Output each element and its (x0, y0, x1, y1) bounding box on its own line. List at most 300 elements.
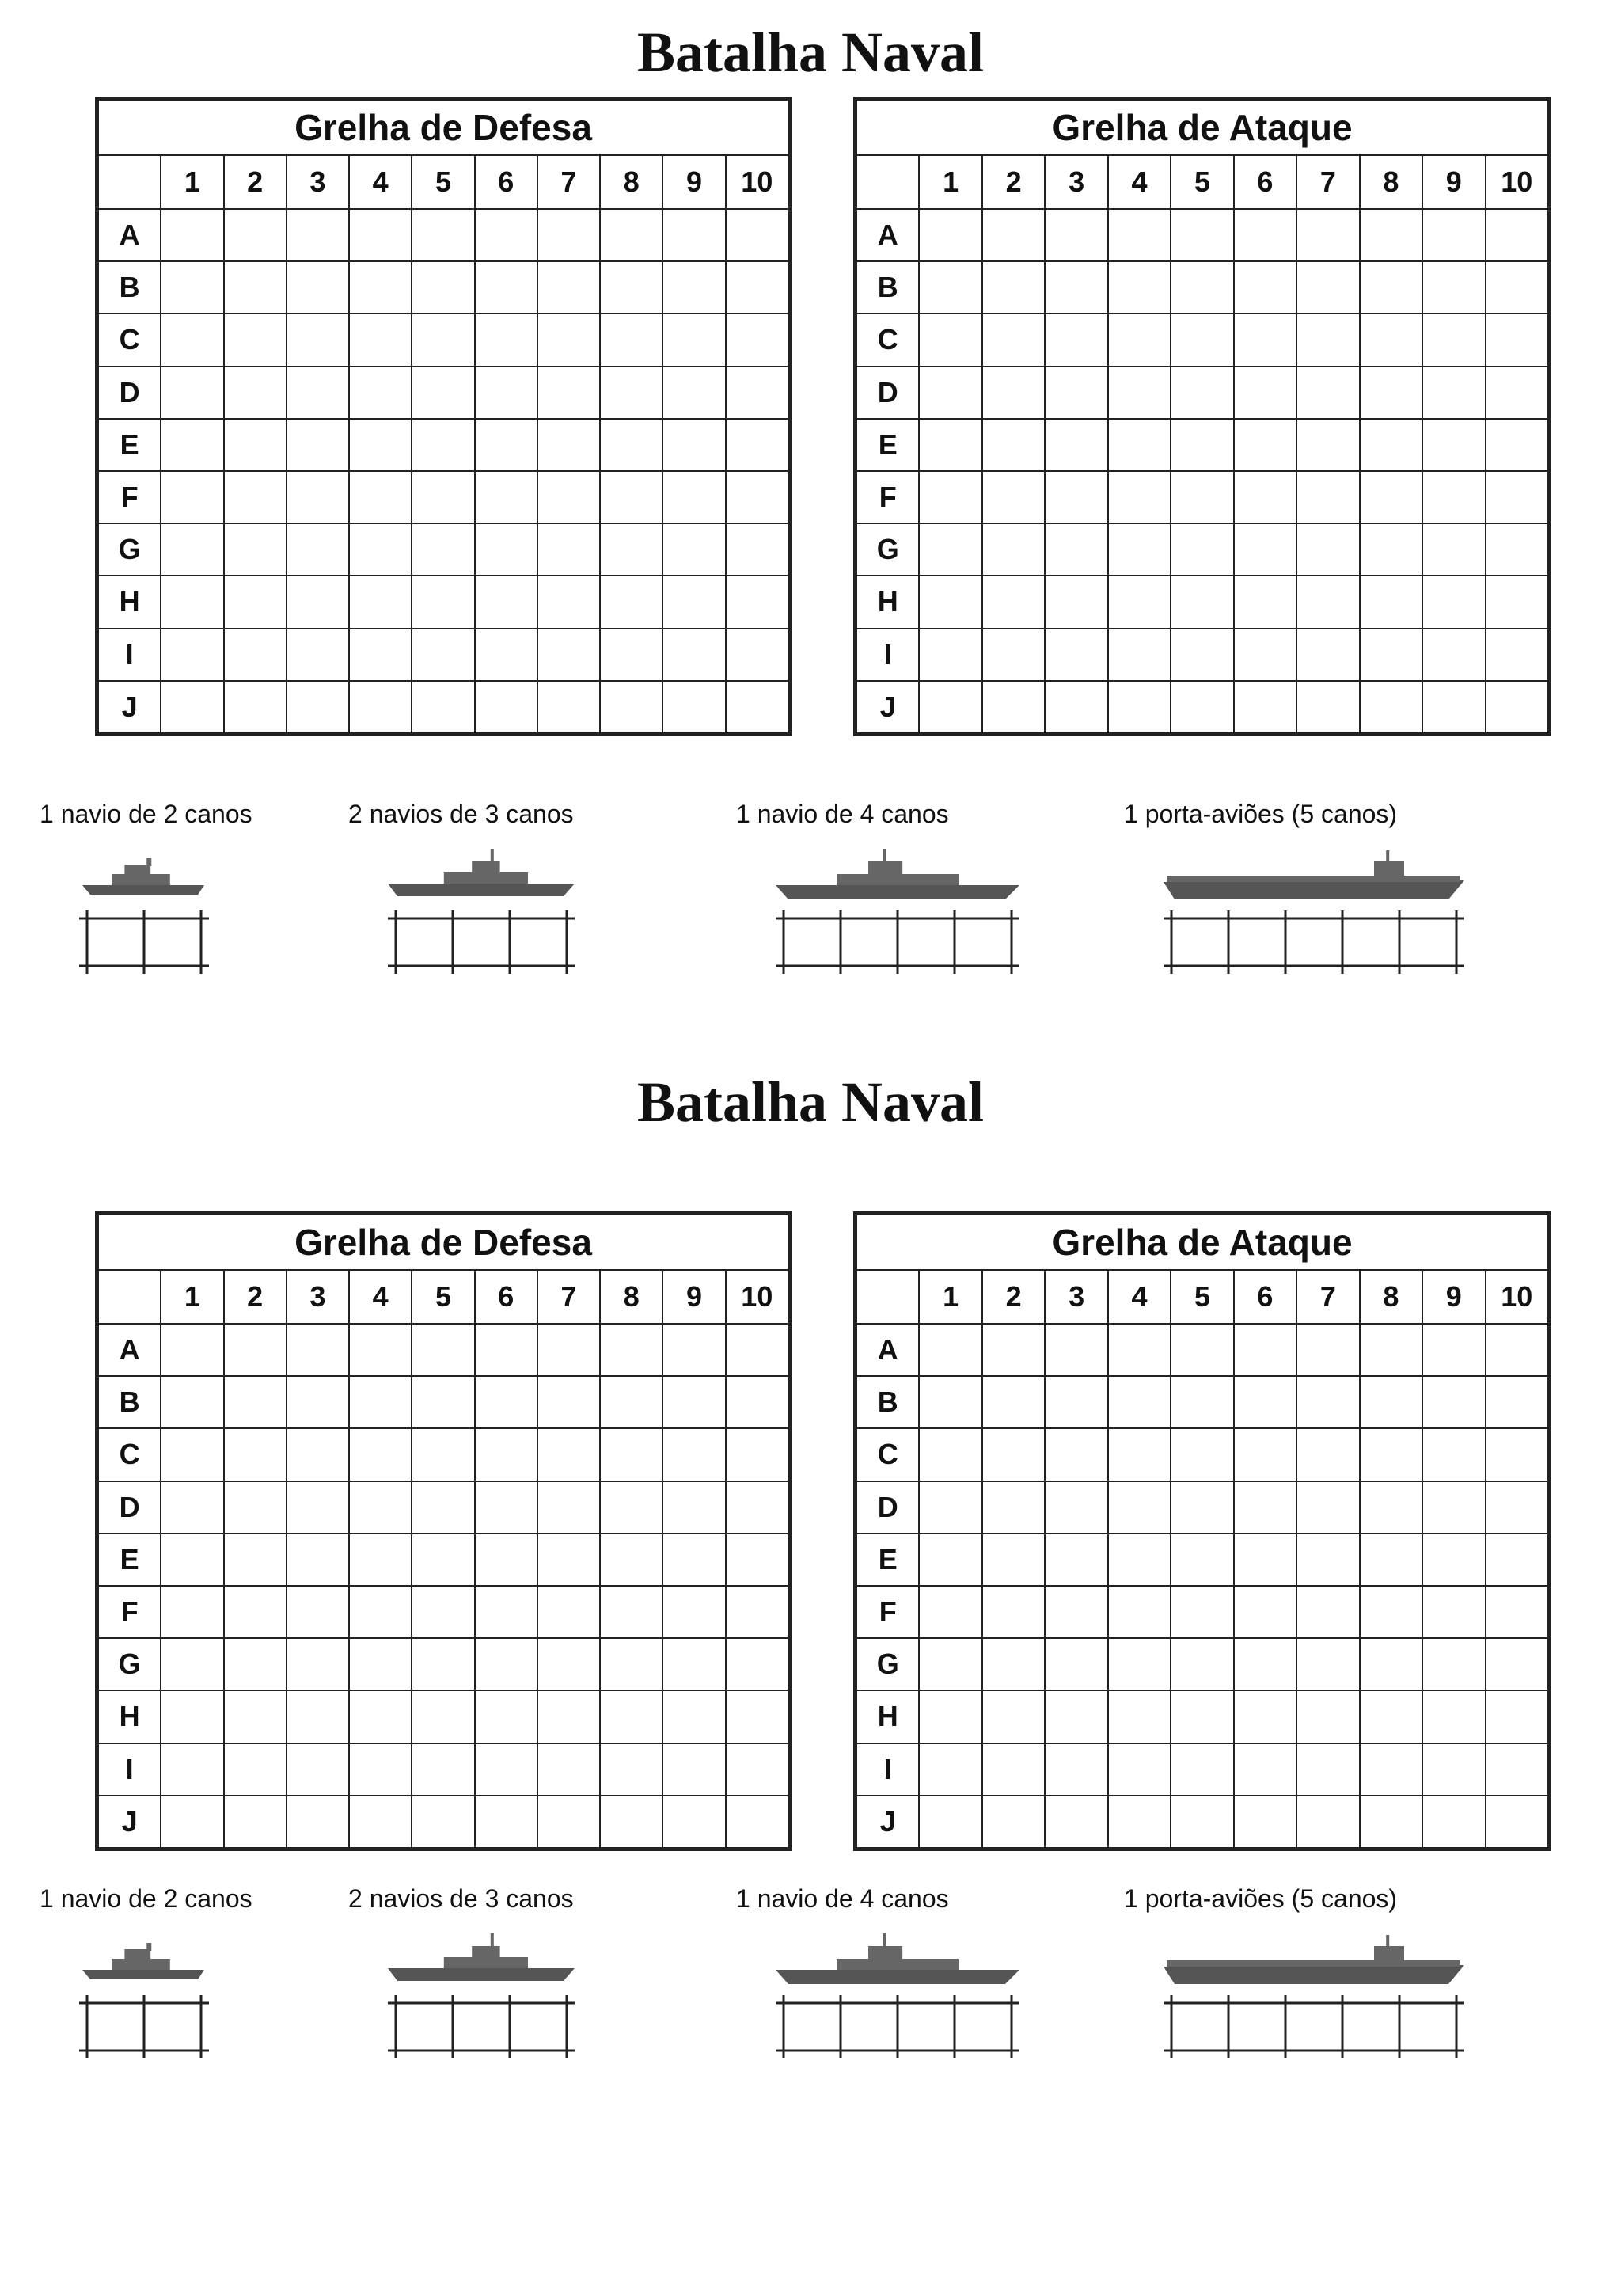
grid-cell[interactable] (349, 419, 412, 471)
grid-cell[interactable] (224, 576, 287, 628)
grid-cell[interactable] (1486, 1586, 1548, 1638)
grid-cell[interactable] (600, 1796, 662, 1848)
grid-cell[interactable] (1296, 1690, 1359, 1743)
grid-cell[interactable] (662, 1690, 725, 1743)
grid-cell[interactable] (1108, 1481, 1171, 1534)
grid-cell[interactable] (224, 1428, 287, 1481)
grid-cell[interactable] (726, 471, 788, 523)
grid-cell[interactable] (1108, 1428, 1171, 1481)
grid-cell[interactable] (412, 1638, 474, 1690)
grid-cell[interactable] (726, 1428, 788, 1481)
grid-cell[interactable] (475, 576, 537, 628)
grid-cell[interactable] (537, 1428, 600, 1481)
grid-cell[interactable] (726, 1690, 788, 1743)
grid-cell[interactable] (726, 1324, 788, 1376)
grid-cell[interactable] (537, 523, 600, 576)
grid-cell[interactable] (1234, 1690, 1296, 1743)
grid-cell[interactable] (349, 1638, 412, 1690)
grid-cell[interactable] (537, 1796, 600, 1848)
grid-cell[interactable] (726, 1586, 788, 1638)
grid-cell[interactable] (982, 471, 1045, 523)
grid-cell[interactable] (1234, 681, 1296, 733)
grid-cell[interactable] (287, 314, 349, 366)
grid-cell[interactable] (1422, 261, 1485, 314)
grid-cell[interactable] (349, 1376, 412, 1428)
grid-cell[interactable] (1486, 1796, 1548, 1848)
grid-cell[interactable] (537, 629, 600, 681)
grid-cell[interactable] (982, 1428, 1045, 1481)
grid-cell[interactable] (600, 314, 662, 366)
grid-cell[interactable] (1234, 1638, 1296, 1690)
grid-cell[interactable] (161, 1690, 223, 1743)
grid-cell[interactable] (919, 1428, 981, 1481)
grid-cell[interactable] (919, 1796, 981, 1848)
grid-cell[interactable] (1108, 1376, 1171, 1428)
grid-cell[interactable] (1171, 419, 1233, 471)
grid-cell[interactable] (1422, 1690, 1485, 1743)
grid-cell[interactable] (919, 1586, 981, 1638)
grid-cell[interactable] (224, 1743, 287, 1796)
grid-cell[interactable] (1045, 576, 1107, 628)
grid-cell[interactable] (1296, 1743, 1359, 1796)
grid-cell[interactable] (1108, 523, 1171, 576)
grid-cell[interactable] (1360, 367, 1422, 419)
grid-cell[interactable] (1045, 1428, 1107, 1481)
grid-cell[interactable] (1171, 367, 1233, 419)
grid-cell[interactable] (1422, 367, 1485, 419)
grid-cell[interactable] (662, 1534, 725, 1586)
grid-cell[interactable] (1045, 1638, 1107, 1690)
grid-cell[interactable] (1360, 1481, 1422, 1534)
grid-cell[interactable] (919, 1690, 981, 1743)
grid-cell[interactable] (1422, 1481, 1485, 1534)
grid-cell[interactable] (919, 1324, 981, 1376)
grid-cell[interactable] (349, 629, 412, 681)
grid-cell[interactable] (161, 576, 223, 628)
grid-cell[interactable] (1296, 1428, 1359, 1481)
grid-cell[interactable] (1296, 1534, 1359, 1586)
grid-cell[interactable] (287, 523, 349, 576)
grid-cell[interactable] (919, 576, 981, 628)
grid-cell[interactable] (224, 1324, 287, 1376)
grid-cell[interactable] (161, 629, 223, 681)
grid-cell[interactable] (412, 1534, 474, 1586)
grid-cell[interactable] (919, 367, 981, 419)
grid-cell[interactable] (224, 1796, 287, 1848)
grid-cell[interactable] (1171, 1586, 1233, 1638)
grid-cell[interactable] (726, 681, 788, 733)
grid-cell[interactable] (982, 367, 1045, 419)
grid-cell[interactable] (1360, 629, 1422, 681)
grid-cell[interactable] (224, 367, 287, 419)
grid-cell[interactable] (600, 1638, 662, 1690)
grid-cell[interactable] (726, 523, 788, 576)
grid-cell[interactable] (287, 1743, 349, 1796)
grid-cell[interactable] (1360, 1428, 1422, 1481)
grid-cell[interactable] (982, 1743, 1045, 1796)
grid-cell[interactable] (1360, 1690, 1422, 1743)
grid-cell[interactable] (1234, 576, 1296, 628)
grid-cell[interactable] (662, 523, 725, 576)
grid-cell[interactable] (1234, 1376, 1296, 1428)
grid-cell[interactable] (1486, 1324, 1548, 1376)
grid-cell[interactable] (982, 1690, 1045, 1743)
grid-cell[interactable] (1486, 314, 1548, 366)
grid-cell[interactable] (1296, 367, 1359, 419)
grid-cell[interactable] (287, 367, 349, 419)
grid-cell[interactable] (349, 471, 412, 523)
grid-cell[interactable] (1360, 1534, 1422, 1586)
grid-cell[interactable] (1045, 1586, 1107, 1638)
grid-cell[interactable] (982, 1586, 1045, 1638)
grid-cell[interactable] (982, 523, 1045, 576)
grid-cell[interactable] (1486, 523, 1548, 576)
grid-cell[interactable] (726, 314, 788, 366)
grid-cell[interactable] (1360, 1586, 1422, 1638)
grid-cell[interactable] (1360, 681, 1422, 733)
grid-cell[interactable] (349, 1428, 412, 1481)
grid-cell[interactable] (287, 1796, 349, 1848)
grid-cell[interactable] (287, 629, 349, 681)
grid-cell[interactable] (982, 1796, 1045, 1848)
grid-cell[interactable] (224, 419, 287, 471)
grid-cell[interactable] (1171, 629, 1233, 681)
grid-cell[interactable] (1422, 1586, 1485, 1638)
grid-cell[interactable] (1234, 471, 1296, 523)
grid-cell[interactable] (600, 681, 662, 733)
grid-cell[interactable] (1045, 1481, 1107, 1534)
grid-cell[interactable] (1108, 1324, 1171, 1376)
grid-cell[interactable] (1171, 1428, 1233, 1481)
grid-cell[interactable] (475, 1586, 537, 1638)
grid-cell[interactable] (1234, 1743, 1296, 1796)
grid-cell[interactable] (1422, 314, 1485, 366)
grid-cell[interactable] (1486, 209, 1548, 261)
grid-cell[interactable] (161, 1534, 223, 1586)
grid-cell[interactable] (1296, 261, 1359, 314)
grid-cell[interactable] (349, 681, 412, 733)
grid-cell[interactable] (1296, 1638, 1359, 1690)
grid-cell[interactable] (1171, 1796, 1233, 1848)
grid-cell[interactable] (1108, 1690, 1171, 1743)
grid-cell[interactable] (1171, 523, 1233, 576)
grid-cell[interactable] (475, 629, 537, 681)
grid-cell[interactable] (1360, 1376, 1422, 1428)
grid-cell[interactable] (1234, 1586, 1296, 1638)
grid-cell[interactable] (1234, 1534, 1296, 1586)
grid-cell[interactable] (1108, 1638, 1171, 1690)
grid-cell[interactable] (1234, 1428, 1296, 1481)
grid-cell[interactable] (287, 1428, 349, 1481)
grid-cell[interactable] (919, 209, 981, 261)
grid-cell[interactable] (1108, 367, 1171, 419)
grid-cell[interactable] (287, 1376, 349, 1428)
grid-cell[interactable] (726, 1743, 788, 1796)
grid-cell[interactable] (919, 261, 981, 314)
grid-cell[interactable] (161, 209, 223, 261)
grid-cell[interactable] (1486, 629, 1548, 681)
grid-cell[interactable] (161, 261, 223, 314)
grid-cell[interactable] (982, 314, 1045, 366)
grid-cell[interactable] (1360, 1638, 1422, 1690)
grid-cell[interactable] (1486, 1743, 1548, 1796)
grid-cell[interactable] (475, 1743, 537, 1796)
grid-cell[interactable] (600, 1743, 662, 1796)
grid-cell[interactable] (919, 1376, 981, 1428)
grid-cell[interactable] (537, 1743, 600, 1796)
grid-cell[interactable] (161, 1481, 223, 1534)
grid-cell[interactable] (600, 1481, 662, 1534)
grid-cell[interactable] (161, 681, 223, 733)
grid-cell[interactable] (919, 523, 981, 576)
grid-cell[interactable] (475, 1428, 537, 1481)
grid-cell[interactable] (475, 1534, 537, 1586)
grid-cell[interactable] (600, 471, 662, 523)
grid-cell[interactable] (982, 1481, 1045, 1534)
grid-cell[interactable] (1422, 1324, 1485, 1376)
grid-cell[interactable] (287, 1690, 349, 1743)
grid-cell[interactable] (537, 367, 600, 419)
grid-cell[interactable] (662, 1428, 725, 1481)
grid-cell[interactable] (161, 314, 223, 366)
grid-cell[interactable] (161, 1743, 223, 1796)
grid-cell[interactable] (349, 523, 412, 576)
grid-cell[interactable] (600, 1690, 662, 1743)
grid-cell[interactable] (919, 1534, 981, 1586)
grid-cell[interactable] (475, 1481, 537, 1534)
grid-cell[interactable] (600, 523, 662, 576)
grid-cell[interactable] (224, 523, 287, 576)
grid-cell[interactable] (726, 1638, 788, 1690)
grid-cell[interactable] (1045, 209, 1107, 261)
grid-cell[interactable] (1045, 1376, 1107, 1428)
grid-cell[interactable] (349, 314, 412, 366)
grid-cell[interactable] (537, 1690, 600, 1743)
grid-cell[interactable] (1045, 419, 1107, 471)
grid-cell[interactable] (1108, 314, 1171, 366)
grid-cell[interactable] (726, 576, 788, 628)
grid-cell[interactable] (726, 1376, 788, 1428)
grid-cell[interactable] (600, 576, 662, 628)
grid-cell[interactable] (161, 1324, 223, 1376)
grid-cell[interactable] (1171, 1690, 1233, 1743)
grid-cell[interactable] (1360, 314, 1422, 366)
grid-cell[interactable] (1422, 1638, 1485, 1690)
grid-cell[interactable] (1422, 1796, 1485, 1848)
grid-cell[interactable] (537, 314, 600, 366)
grid-cell[interactable] (1360, 1324, 1422, 1376)
grid-cell[interactable] (600, 629, 662, 681)
grid-cell[interactable] (412, 419, 474, 471)
grid-cell[interactable] (1486, 681, 1548, 733)
grid-cell[interactable] (1171, 209, 1233, 261)
grid-cell[interactable] (412, 1376, 474, 1428)
grid-cell[interactable] (412, 367, 474, 419)
grid-cell[interactable] (1486, 419, 1548, 471)
grid-cell[interactable] (412, 629, 474, 681)
grid-cell[interactable] (1296, 419, 1359, 471)
grid-cell[interactable] (412, 1743, 474, 1796)
grid-cell[interactable] (1045, 261, 1107, 314)
grid-cell[interactable] (662, 1324, 725, 1376)
grid-cell[interactable] (1045, 1690, 1107, 1743)
grid-cell[interactable] (919, 681, 981, 733)
grid-cell[interactable] (662, 1796, 725, 1848)
grid-cell[interactable] (1108, 1743, 1171, 1796)
grid-cell[interactable] (287, 1481, 349, 1534)
grid-cell[interactable] (161, 523, 223, 576)
grid-cell[interactable] (537, 576, 600, 628)
grid-cell[interactable] (662, 471, 725, 523)
grid-cell[interactable] (537, 1481, 600, 1534)
grid-cell[interactable] (287, 261, 349, 314)
grid-cell[interactable] (537, 1324, 600, 1376)
grid-cell[interactable] (1422, 1534, 1485, 1586)
grid-cell[interactable] (919, 1481, 981, 1534)
grid-cell[interactable] (475, 1376, 537, 1428)
grid-cell[interactable] (982, 629, 1045, 681)
grid-cell[interactable] (475, 1690, 537, 1743)
grid-cell[interactable] (412, 1796, 474, 1848)
grid-cell[interactable] (224, 1638, 287, 1690)
grid-cell[interactable] (662, 1481, 725, 1534)
grid-cell[interactable] (224, 1586, 287, 1638)
grid-cell[interactable] (412, 576, 474, 628)
grid-cell[interactable] (662, 419, 725, 471)
grid-cell[interactable] (287, 1324, 349, 1376)
grid-cell[interactable] (161, 471, 223, 523)
grid-cell[interactable] (349, 261, 412, 314)
grid-cell[interactable] (1486, 1638, 1548, 1690)
grid-cell[interactable] (161, 1376, 223, 1428)
grid-cell[interactable] (1296, 1376, 1359, 1428)
grid-cell[interactable] (1108, 681, 1171, 733)
grid-cell[interactable] (287, 1586, 349, 1638)
grid-cell[interactable] (662, 576, 725, 628)
grid-cell[interactable] (1045, 629, 1107, 681)
grid-cell[interactable] (349, 1586, 412, 1638)
grid-cell[interactable] (662, 629, 725, 681)
grid-cell[interactable] (662, 314, 725, 366)
grid-cell[interactable] (475, 1638, 537, 1690)
grid-cell[interactable] (1422, 471, 1485, 523)
grid-cell[interactable] (1171, 1376, 1233, 1428)
grid-cell[interactable] (1045, 471, 1107, 523)
grid-cell[interactable] (412, 1586, 474, 1638)
grid-cell[interactable] (726, 419, 788, 471)
grid-cell[interactable] (600, 1376, 662, 1428)
grid-cell[interactable] (662, 1376, 725, 1428)
grid-cell[interactable] (1422, 1743, 1485, 1796)
grid-cell[interactable] (1422, 523, 1485, 576)
grid-cell[interactable] (1234, 209, 1296, 261)
grid-cell[interactable] (1171, 681, 1233, 733)
grid-cell[interactable] (982, 1376, 1045, 1428)
grid-cell[interactable] (287, 209, 349, 261)
grid-cell[interactable] (349, 1690, 412, 1743)
grid-cell[interactable] (1422, 1376, 1485, 1428)
grid-cell[interactable] (1171, 576, 1233, 628)
grid-cell[interactable] (600, 367, 662, 419)
grid-cell[interactable] (161, 1796, 223, 1848)
grid-cell[interactable] (161, 1586, 223, 1638)
grid-cell[interactable] (475, 261, 537, 314)
grid-cell[interactable] (1045, 1796, 1107, 1848)
grid-cell[interactable] (1296, 681, 1359, 733)
grid-cell[interactable] (224, 1481, 287, 1534)
grid-cell[interactable] (349, 367, 412, 419)
grid-cell[interactable] (349, 1324, 412, 1376)
grid-cell[interactable] (982, 681, 1045, 733)
grid-cell[interactable] (287, 1638, 349, 1690)
grid-cell[interactable] (224, 681, 287, 733)
grid-cell[interactable] (537, 1638, 600, 1690)
grid-cell[interactable] (224, 471, 287, 523)
grid-cell[interactable] (1422, 629, 1485, 681)
grid-cell[interactable] (726, 367, 788, 419)
grid-cell[interactable] (224, 314, 287, 366)
grid-cell[interactable] (726, 261, 788, 314)
grid-cell[interactable] (287, 681, 349, 733)
grid-cell[interactable] (224, 629, 287, 681)
grid-cell[interactable] (224, 1690, 287, 1743)
grid-cell[interactable] (1486, 1481, 1548, 1534)
grid-cell[interactable] (1360, 261, 1422, 314)
grid-cell[interactable] (1296, 1586, 1359, 1638)
grid-cell[interactable] (161, 1428, 223, 1481)
grid-cell[interactable] (1422, 1428, 1485, 1481)
grid-cell[interactable] (287, 471, 349, 523)
grid-cell[interactable] (475, 209, 537, 261)
grid-cell[interactable] (1360, 209, 1422, 261)
grid-cell[interactable] (475, 471, 537, 523)
grid-cell[interactable] (1296, 523, 1359, 576)
grid-cell[interactable] (1486, 367, 1548, 419)
grid-cell[interactable] (349, 1743, 412, 1796)
grid-cell[interactable] (1296, 1324, 1359, 1376)
grid-cell[interactable] (1422, 681, 1485, 733)
grid-cell[interactable] (1234, 419, 1296, 471)
grid-cell[interactable] (1045, 367, 1107, 419)
grid-cell[interactable] (1108, 471, 1171, 523)
grid-cell[interactable] (662, 1638, 725, 1690)
grid-cell[interactable] (1108, 1534, 1171, 1586)
grid-cell[interactable] (1045, 1743, 1107, 1796)
grid-cell[interactable] (1296, 629, 1359, 681)
grid-cell[interactable] (1422, 419, 1485, 471)
grid-cell[interactable] (1234, 261, 1296, 314)
grid-cell[interactable] (1360, 471, 1422, 523)
grid-cell[interactable] (919, 1638, 981, 1690)
grid-cell[interactable] (1171, 314, 1233, 366)
grid-cell[interactable] (600, 419, 662, 471)
grid-cell[interactable] (161, 1638, 223, 1690)
grid-cell[interactable] (475, 1324, 537, 1376)
grid-cell[interactable] (1108, 209, 1171, 261)
grid-cell[interactable] (224, 1534, 287, 1586)
grid-cell[interactable] (161, 419, 223, 471)
grid-cell[interactable] (537, 1376, 600, 1428)
grid-cell[interactable] (662, 261, 725, 314)
grid-cell[interactable] (1108, 576, 1171, 628)
grid-cell[interactable] (1296, 471, 1359, 523)
grid-cell[interactable] (412, 209, 474, 261)
grid-cell[interactable] (982, 576, 1045, 628)
grid-cell[interactable] (349, 209, 412, 261)
grid-cell[interactable] (1360, 523, 1422, 576)
grid-cell[interactable] (919, 419, 981, 471)
grid-cell[interactable] (412, 314, 474, 366)
